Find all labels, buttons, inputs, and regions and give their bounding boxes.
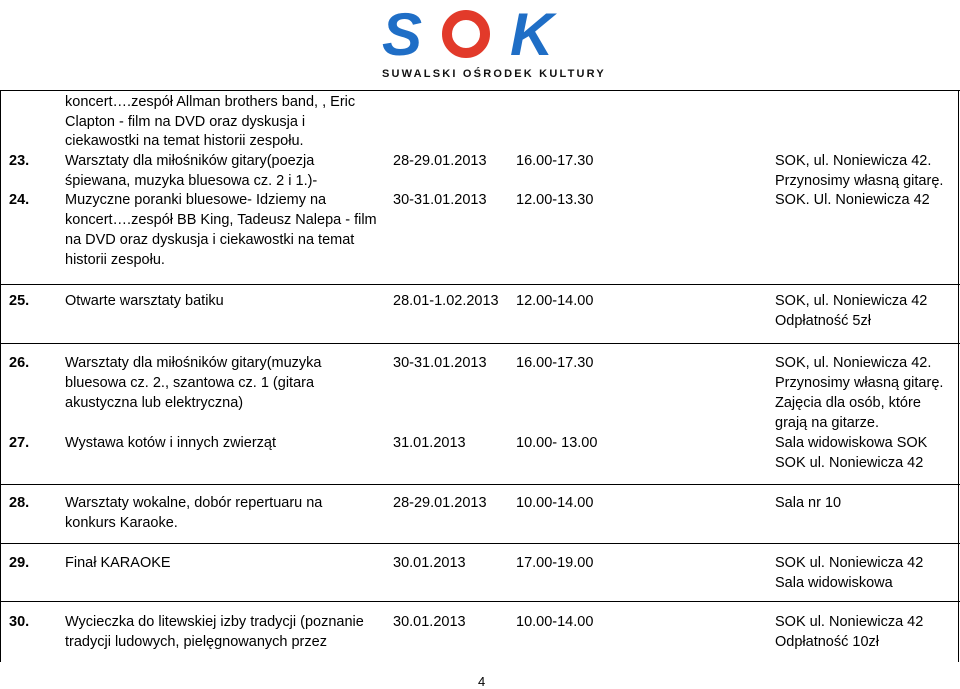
event-number: 28.	[9, 495, 30, 511]
event-title: Warsztaty dla miłośników gitary(muzyka	[65, 355, 322, 371]
event-place: SOK. Ul. Noniewicza 42	[775, 192, 930, 208]
event-number: 25.	[9, 293, 30, 309]
sok-logo	[382, 1, 606, 84]
event-number: 30.	[9, 614, 30, 630]
event-number: 23.	[9, 153, 30, 169]
event-time: 10.00-14.00	[516, 495, 594, 511]
event-place: Sala nr 10	[775, 495, 842, 511]
event-place: SOK, ul. Noniewicza 42.	[775, 355, 932, 371]
logo-letter-k: K	[510, 1, 554, 68]
event-date: 30.01.2013	[393, 555, 466, 571]
event-place: SOK, ul. Noniewicza 42.	[775, 153, 932, 169]
event-date: 30-31.01.2013	[393, 192, 487, 208]
table-rule	[0, 343, 960, 344]
event-time: 12.00-14.00	[516, 293, 594, 309]
table-rule	[0, 90, 1, 662]
table-rule	[0, 543, 960, 544]
event-title: koncert….zespół Allman brothers band, , Eric	[65, 94, 356, 110]
event-title: Warsztaty dla miłośników gitary(poezja	[65, 153, 315, 169]
event-title: konkurs Karaoke.	[65, 515, 178, 531]
event-time: 12.00-13.30	[516, 192, 594, 208]
event-number: 24.	[9, 192, 30, 208]
event-title: bluesowa cz. 2., szantowa cz. 1 (gitara	[65, 375, 315, 391]
event-time: 17.00-19.00	[516, 555, 594, 571]
event-date: 28-29.01.2013	[393, 495, 487, 511]
event-title: Clapton - film na DVD oraz dyskusja i	[65, 114, 306, 130]
event-date: 31.01.2013	[393, 435, 466, 451]
event-place: Sala widowiskowa SOK	[775, 435, 928, 451]
event-title: akustyczna lub elektryczna)	[65, 395, 244, 411]
logo-letter-o-ring	[442, 10, 490, 58]
page-number: 4	[478, 674, 486, 689]
event-place: Sala widowiskowa	[775, 575, 893, 591]
event-place: Przynosimy własną gitarę.	[775, 375, 944, 391]
event-title: ciekawostki na temat historii zespołu.	[65, 133, 304, 149]
event-number: 29.	[9, 555, 30, 571]
event-time: 10.00- 13.00	[516, 435, 598, 451]
event-title: na DVD oraz dyskusja i ciekawostki na temat	[65, 232, 355, 248]
event-place: SOK ul. Noniewicza 42	[775, 555, 924, 571]
event-place: SOK ul. Noniewicza 42	[775, 455, 924, 471]
event-place: Przynosimy własną gitarę.	[775, 173, 944, 189]
logo-subtitle: SUWALSKI OŚRODEK KULTURY	[382, 68, 606, 80]
event-title: Wycieczka do litewskiej izby tradycji (poznanie	[65, 614, 364, 630]
event-title: Muzyczne poranki bluesowe- Idziemy na	[65, 192, 327, 208]
event-title: Warsztaty wokalne, dobór repertuaru na	[65, 495, 323, 511]
table-rule	[958, 90, 959, 662]
table-rule	[0, 484, 960, 485]
event-place: SOK ul. Noniewicza 42	[775, 614, 924, 630]
event-number: 26.	[9, 355, 30, 371]
event-time: 16.00-17.30	[516, 153, 594, 169]
event-title: Wystawa kotów i innych zwierząt	[65, 435, 276, 451]
event-title: Otwarte warsztaty batiku	[65, 293, 224, 309]
event-date: 28.01-1.02.2013	[393, 293, 499, 309]
event-place: Odpłatność 5zł	[775, 313, 871, 329]
event-date: 30.01.2013	[393, 614, 466, 630]
table-rule	[0, 601, 960, 602]
event-date: 30-31.01.2013	[393, 355, 487, 371]
event-title: Finał KARAOKE	[65, 555, 171, 571]
event-title: koncert….zespół BB King, Tadeusz Nalepa - film	[65, 212, 377, 228]
event-place: SOK, ul. Noniewicza 42	[775, 293, 928, 309]
table-rule	[0, 90, 960, 91]
event-time: 16.00-17.30	[516, 355, 594, 371]
table-rule	[0, 284, 960, 285]
event-time: 10.00-14.00	[516, 614, 594, 630]
event-number: 27.	[9, 435, 30, 451]
logo-letter-s: S	[382, 1, 423, 68]
event-title: historii zespołu.	[65, 252, 165, 268]
event-place: grają na gitarze.	[775, 415, 879, 431]
event-title: tradycji ludowych, pielęgnowanych przez	[65, 634, 327, 650]
event-title: śpiewana, muzyka bluesowa cz. 2 i 1.)-	[65, 173, 318, 189]
event-place: Zajęcia dla osób, które	[775, 395, 921, 411]
event-date: 28-29.01.2013	[393, 153, 487, 169]
event-place: Odpłatność 10zł	[775, 634, 879, 650]
